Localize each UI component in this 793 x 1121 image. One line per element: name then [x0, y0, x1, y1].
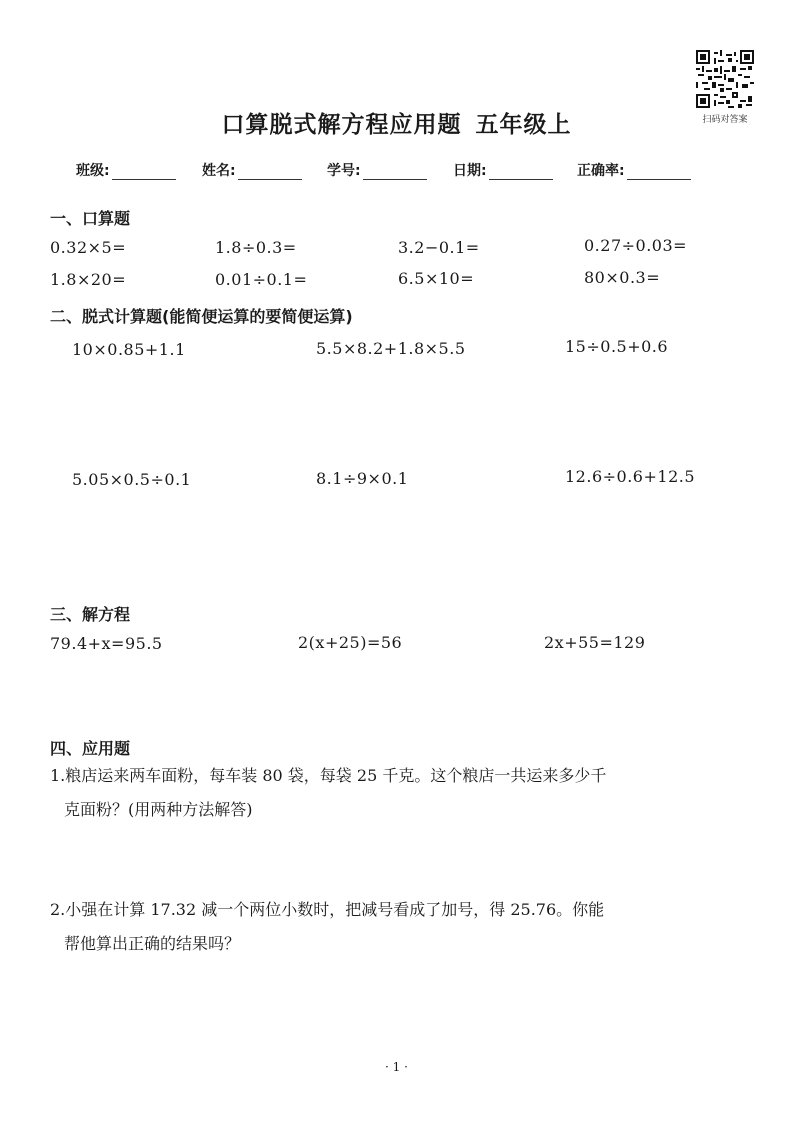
problem-number: 1. — [50, 766, 66, 785]
problem-text-line1: 小强在计算 17.32 减一个两位小数时，把减号看成了加号，得 25.76。你能 — [65, 900, 605, 919]
word-problem-1 — [50, 759, 606, 827]
date-input-line[interactable] — [489, 165, 553, 180]
qr-code-icon[interactable] — [696, 50, 754, 108]
step-calc-item: 5.5×8.2+1.8×5.5 — [316, 339, 466, 358]
info-field-class[interactable] — [76, 160, 176, 180]
field-label: 姓名: — [202, 163, 236, 179]
title-main: 口算脱式解方程应用题 — [221, 111, 462, 138]
problem-text-line2: 帮他算出正确的结果吗？ — [64, 934, 241, 953]
field-label: 班级: — [76, 163, 110, 179]
field-label: 日期: — [453, 163, 487, 179]
page-title — [0, 106, 793, 139]
section-heading-step-calculation: 二、脱式计算题(能简便运算的要简便运算) — [50, 307, 353, 326]
accuracy-input-line[interactable] — [627, 165, 691, 180]
mental-math-item: 80×0.3= — [584, 268, 661, 287]
mental-math-item: 1.8÷0.3= — [215, 238, 297, 257]
word-problem-2 — [50, 893, 604, 961]
mental-math-item: 0.01÷0.1= — [215, 270, 308, 289]
step-calc-item: 5.05×0.5÷0.1 — [72, 470, 192, 489]
problem-text-line2: 克面粉？(用两种方法解答) — [64, 800, 253, 819]
problem-number: 2. — [50, 900, 66, 919]
info-field-accuracy[interactable] — [577, 160, 691, 180]
section-heading-equations: 三、解方程 — [50, 605, 131, 624]
mental-math-item: 6.5×10= — [398, 269, 475, 288]
student-id-input-line[interactable] — [363, 165, 427, 180]
title-grade: 五年级上 — [475, 111, 572, 138]
page-number: · 1 · — [385, 1060, 408, 1074]
step-calc-item: 15÷0.5+0.6 — [565, 337, 669, 356]
problem-text-line1: 粮店运来两车面粉，每车装 80 袋，每袋 25 千克。这个粮店一共运来多少千 — [65, 766, 607, 785]
section-heading-word-problems: 四、应用题 — [50, 739, 131, 758]
equation-item: 2(x+25)=56 — [298, 633, 403, 652]
step-calc-item: 8.1÷9×0.1 — [316, 469, 409, 488]
mental-math-item: 1.8×20= — [50, 270, 127, 289]
step-calc-item: 12.6÷0.6+12.5 — [565, 467, 696, 486]
info-field-student-id[interactable] — [327, 160, 427, 180]
class-input-line[interactable] — [112, 165, 176, 180]
equation-item: 2x+55=129 — [544, 633, 646, 652]
mental-math-item: 3.2−0.1= — [398, 238, 480, 257]
field-label: 正确率: — [577, 163, 625, 179]
info-field-name[interactable] — [202, 160, 302, 180]
mental-math-item: 0.32×5= — [50, 238, 127, 257]
qr-label: 扫码对答案 — [702, 115, 748, 125]
equation-item: 79.4+x=95.5 — [50, 634, 163, 653]
section-heading-mental-math: 一、口算题 — [50, 209, 131, 228]
info-field-date[interactable] — [453, 160, 553, 180]
field-label: 学号: — [327, 163, 361, 179]
mental-math-item: 0.27÷0.03= — [584, 236, 688, 255]
name-input-line[interactable] — [238, 165, 302, 180]
step-calc-item: 10×0.85+1.1 — [72, 340, 186, 359]
